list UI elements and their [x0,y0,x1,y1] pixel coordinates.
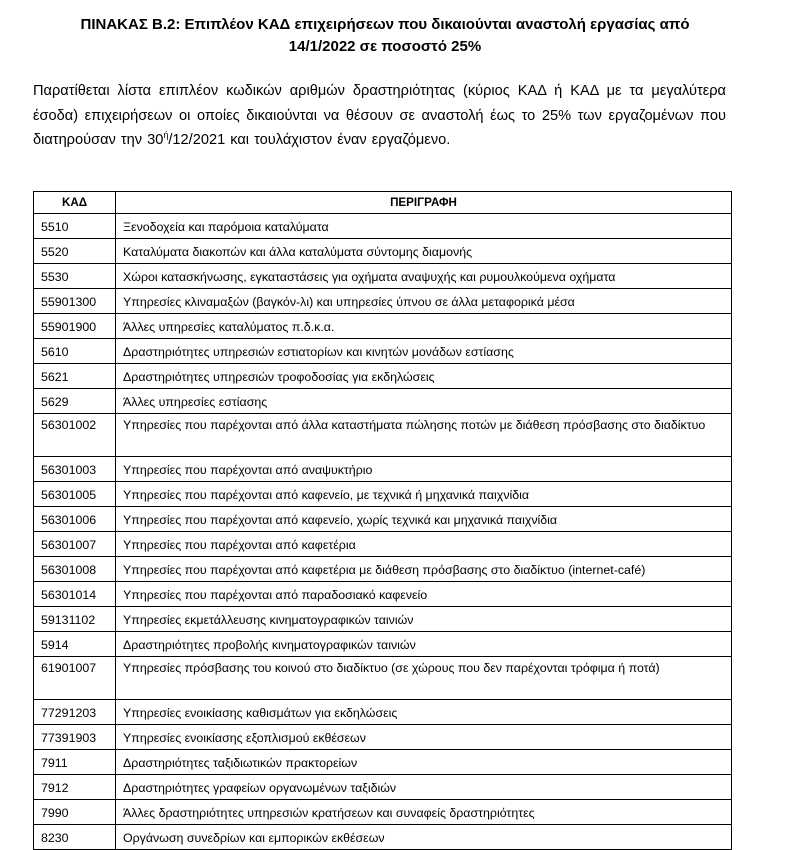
kad-description-cell: Υπηρεσίες πρόσβασης του κοινού στο διαδίκτυο (σε χώρους που δεν παρέχονται τρόφιμα ή ποτά) [116,657,732,700]
kad-description-cell: Δραστηριότητες γραφείων οργανωμένων ταξιδιών [116,775,732,800]
table-row [34,825,732,850]
table-row [34,339,732,364]
kad-description-cell: Άλλες δραστηριότητες υπηρεσιών κρατήσεων και συναφείς δραστηριότητες [116,800,732,825]
table-row [34,239,732,264]
intro-text-part-1: Παρατίθεται λίστα επιπλέον κωδικών αριθμών δραστηριότητας (κύριος ΚΑΔ ή ΚΑΔ με τα μεγαλύτερα έσοδα) επιχειρήσεων οι οποίες δικαιούνται να θέσουν σε αναστολή έως το 25% των εργαζομένων που διατηρούσαν την 30 [33,83,726,148]
kad-code-cell: 5530 [34,264,116,289]
kad-code-cell: 7911 [34,750,116,775]
kad-description-cell: Υπηρεσίες που παρέχονται από καφετέρια [116,532,732,557]
table-row [34,750,732,775]
kad-code-cell: 56301007 [34,532,116,557]
kad-code-cell: 56301003 [34,457,116,482]
intro-superscript: ή [163,130,169,141]
kad-description-cell: Ξενοδοχεία και παρόμοια καταλύματα [116,214,732,239]
kad-code-cell: 56301014 [34,582,116,607]
kad-code-cell: 77291203 [34,700,116,725]
kad-code-cell: 7912 [34,775,116,800]
kad-code-cell: 56301002 [34,414,116,457]
table-row [34,532,732,557]
title-line-1: ΠΙΝΑΚΑΣ Β.2: Επιπλέον ΚΑΔ επιχειρήσεων που δικαιούνται αναστολή εργασίας από [80,16,690,33]
table-row [34,607,732,632]
kad-table [33,191,732,850]
table-row [34,289,732,314]
title-line-2: 14/1/2022 σε ποσοστό 25% [288,38,482,55]
table-row [34,557,732,582]
table-row [34,389,732,414]
table-row [34,775,732,800]
kad-description-cell: Χώροι κατασκήνωσης, εγκαταστάσεις για οχήματα αναψυχής και ρυμουλκούμενα οχήματα [116,264,732,289]
kad-code-cell: 55901900 [34,314,116,339]
kad-code-cell: 5621 [34,364,116,389]
kad-description-cell: Υπηρεσίες που παρέχονται από άλλα καταστήματα πώλησης ποτών με διάθεση πρόσβασης στο διαδίκτυο [116,414,732,457]
kad-code-cell: 56301006 [34,507,116,532]
kad-description-cell: Άλλες υπηρεσίες εστίασης [116,389,732,414]
table-row [34,214,732,239]
kad-description-cell: Υπηρεσίες κλιναμαξών (βαγκόν-λι) και υπηρεσίες ύπνου σε άλλα μεταφορικά μέσα [116,289,732,314]
table-row [34,264,732,289]
table-row [34,457,732,482]
kad-description-cell: Υπηρεσίες που παρέχονται από αναψυκτήριο [116,457,732,482]
document-title [30,14,740,58]
table-row [34,314,732,339]
table-body [34,214,732,850]
kad-description-cell: Δραστηριότητες ταξιδιωτικών πρακτορείων [116,750,732,775]
kad-description-cell: Δραστηριότητες προβολής κινηματογραφικών ταινιών [116,632,732,657]
kad-description-cell: Υπηρεσίες ενοικίασης καθισμάτων για εκδηλώσεις [116,700,732,725]
kad-description-cell: Δραστηριότητες υπηρεσιών τροφοδοσίας για εκδηλώσεις [116,364,732,389]
intro-text-part-2: /12/2021 και τουλάχιστον έναν εργαζόμενο. [168,132,451,148]
kad-description-cell: Υπηρεσίες που παρέχονται από καφετέρια με διάθεση πρόσβασης στο διαδίκτυο (internet-café) [116,557,732,582]
kad-code-cell: 5610 [34,339,116,364]
table-row [34,482,732,507]
table-row [34,632,732,657]
kad-code-cell: 5520 [34,239,116,264]
column-header-description: ΠΕΡΙΓΡΑΦΗ [116,192,732,214]
kad-description-cell: Υπηρεσίες εκμετάλλευσης κινηματογραφικών ταινιών [116,607,732,632]
kad-code-cell: 56301005 [34,482,116,507]
table-row [34,414,732,457]
table-row [34,725,732,750]
kad-code-cell: 59131102 [34,607,116,632]
kad-description-cell: Υπηρεσίες που παρέχονται από παραδοσιακό καφενείο [116,582,732,607]
kad-code-cell: 5629 [34,389,116,414]
kad-description-cell: Υπηρεσίες που παρέχονται από καφενείο, χωρίς τεχνικά και μηχανικά παιχνίδια [116,507,732,532]
kad-code-cell: 7990 [34,800,116,825]
kad-code-cell: 5914 [34,632,116,657]
kad-description-cell: Υπηρεσίες που παρέχονται από καφενείο, με τεχνικά ή μηχανικά παιχνίδια [116,482,732,507]
table-row [34,800,732,825]
kad-code-cell: 77391903 [34,725,116,750]
kad-description-cell: Οργάνωση συνεδρίων και εμπορικών εκθέσεων [116,825,732,850]
column-header-kad: ΚΑΔ [34,192,116,214]
kad-code-cell: 5510 [34,214,116,239]
kad-code-cell: 56301008 [34,557,116,582]
kad-description-cell: Δραστηριότητες υπηρεσιών εστιατορίων και κινητών μονάδων εστίασης [116,339,732,364]
intro-paragraph [33,79,726,153]
table-row [34,507,732,532]
table-row [34,582,732,607]
kad-code-cell: 8230 [34,825,116,850]
kad-description-cell: Άλλες υπηρεσίες καταλύματος π.δ.κ.α. [116,314,732,339]
table-row [34,657,732,700]
kad-description-cell: Υπηρεσίες ενοικίασης εξοπλισμού εκθέσεων [116,725,732,750]
kad-description-cell: Καταλύματα διακοπών και άλλα καταλύματα σύντομης διαμονής [116,239,732,264]
table-row [34,700,732,725]
kad-code-cell: 55901300 [34,289,116,314]
kad-code-cell: 61901007 [34,657,116,700]
table-header-row [34,192,732,214]
table-row [34,364,732,389]
